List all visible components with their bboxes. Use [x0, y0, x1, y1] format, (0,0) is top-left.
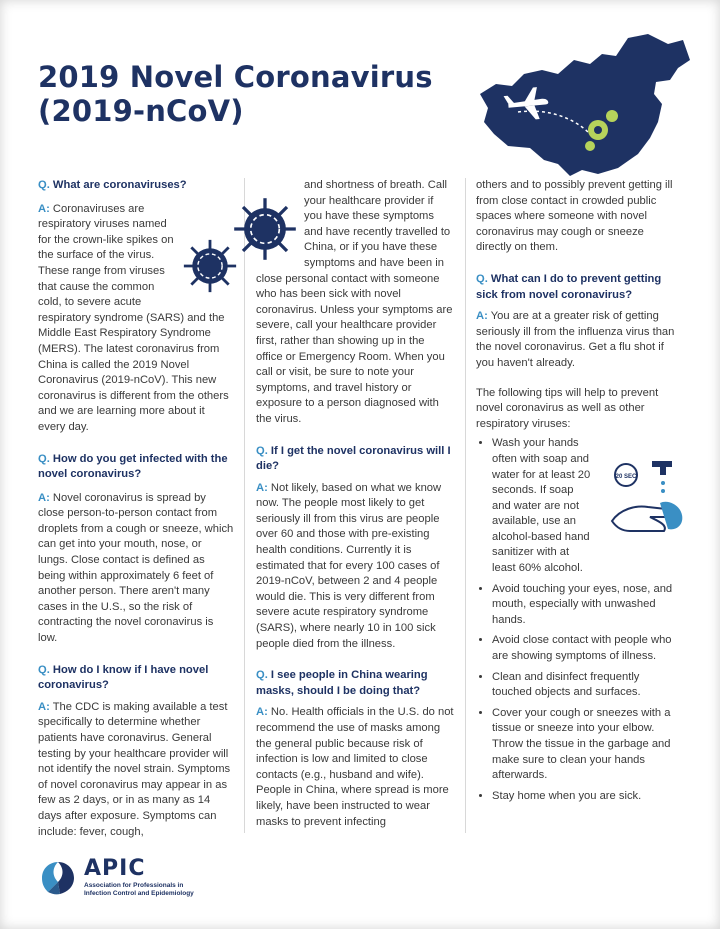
answer: A: No. Health officials in the U.S. do not recommend the use of masks among the general public because risk of infection is low and limited to close contacts (e.g., husband and wife). People in China, where spread is more likely, have been instructed to wear masks to prevent infecting — [256, 706, 454, 828]
column-2 — [256, 178, 454, 830]
logo-subtitle-1: Association for Professionals in — [84, 882, 184, 889]
tip-item: • Cover your cough or sneezes with a tissue or sneeze into your elbow. Throw the tissue in the garbage and make sure to clean your hands afterwards. — [492, 706, 676, 784]
column-1 — [38, 178, 234, 840]
question: Q. What are coronaviruses? — [38, 179, 187, 191]
tip-item: • Wash your hands often with soap and water for at least 20 seconds. If soap and water are not available, use an alcohol-based hand sanitizer with at least 60% alcohol. — [492, 436, 676, 576]
answer-continued: and shortness of breath. Call your healthcare provider if you have these symptoms and have recently travelled to China, or if you have these symptoms and have been in close personal contact with someone who has been sick with novel coronavirus. Unless your symptoms are severe, call your healthcare provider first, rather than showing up in the office or Emergency Room. When you call or visit, be sure to note your symptoms, and travel history or exposure to a person diagnosed with the virus. — [256, 178, 454, 428]
answer: A: Coronaviruses are respiratory viruses named for the crown-like spikes on the surface of the virus. These range from viruses that cause the common cold, to severe acute respiratory syndrome (SARS) and the Middle East Respiratory Syndrome (MERS). The latest coronavirus from China is called the 2019 Novel Coronavirus (2019-nCoV). This new coronavirus is different from the others and we are learning more about it every day. — [38, 202, 234, 436]
question: Q. If I get the novel coronavirus will I die? — [256, 444, 451, 473]
title-line-1: 2019 Novel Coronavirus — [38, 60, 433, 94]
coronavirus-icon — [232, 196, 298, 262]
page-title — [38, 60, 458, 128]
answer: A: You are at a greater risk of getting seriously ill from the influenza virus than the novel coronavirus. Get a flu shot if you haven't already. — [476, 310, 675, 369]
answer: A: Not likely, based on what we know now. The people most likely to get seriously ill from this virus are people over 60 and those with pre-existing health conditions. Currently it is estimated that for every 100 cases of 2019-nCoV, between 2 and 4 people would die. This is very different from severe acute respiratory syndrome (SARS), where nearly 10 in 100 sick people died from the illness. — [256, 481, 442, 650]
question: Q. I see people in China wearing masks, should I be doing that? — [256, 669, 428, 697]
timer-label: 20 SEC — [615, 474, 637, 480]
answer-continued: others and to possibly prevent getting ill from close contact in crowded public spaces where someone with novel coronavirus may cough or sneeze directly on them. — [476, 179, 673, 254]
column-divider — [465, 178, 466, 833]
answer: A: Novel coronavirus is spread by close person-to-person contact from droplets from a cough or sneeze, which can get into your mouth, nose, or lungs. Close contact is defined as being within approximately 6 feet of another person. There aren't many cases in the U.S., so the risk of contracting the novel coronavirus is low. — [38, 491, 234, 645]
tip-item: • Stay home when you are sick. — [492, 789, 676, 805]
handwashing-icon — [606, 455, 686, 535]
tips-intro: The following tips will help to prevent novel coronavirus as well as other respiratory viruses: — [476, 386, 659, 430]
coronavirus-icon — [182, 238, 238, 294]
apic-logo — [38, 858, 194, 898]
logo-subtitle-2: Infection Control and Epidemiology — [84, 890, 194, 897]
tip-item: • Avoid close contact with people who are showing symptoms of illness. — [492, 633, 676, 664]
apic-logo-mark — [38, 858, 78, 898]
title-line-2: (2019-nCoV) — [38, 94, 244, 128]
tip-item: • Clean and disinfect frequently touched objects and surfaces. — [492, 670, 676, 701]
column-divider — [244, 178, 245, 833]
question: Q. How do I know if I have novel coronavirus? — [38, 663, 209, 692]
logo-name: APIC — [84, 856, 146, 881]
question: Q. How do you get infected with the novel coronavirus? — [38, 452, 228, 481]
tip-item: • Avoid touching your eyes, nose, and mouth, especially with unwashed hands. — [492, 582, 676, 629]
china-map-icon — [478, 30, 693, 180]
question: Q. What can I do to prevent getting sick from novel coronavirus? — [476, 272, 662, 301]
answer: A: The CDC is making available a test specifically to determine whether patients have coronavirus. General testing by your healthcare provider will not identify the novel strain. Symptoms of novel coronavirus may appear in as few as 2 days, or in as many as 14 days after exposure. Symptoms can include: fever, cough, — [38, 700, 231, 838]
